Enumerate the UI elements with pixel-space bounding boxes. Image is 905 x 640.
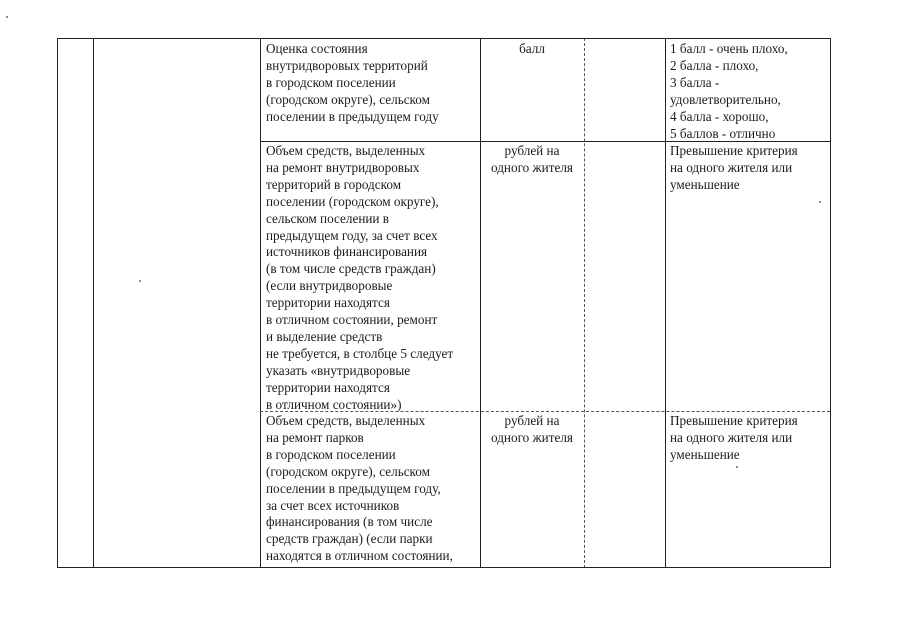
text-line: Объем средств, выделенных bbox=[266, 143, 426, 158]
text-line: Оценка состояния bbox=[266, 41, 368, 56]
text-line: на ремонт парков bbox=[266, 429, 364, 445]
text-line: рублей на bbox=[504, 143, 560, 158]
text-line: поселении в предыдущем году bbox=[266, 108, 439, 124]
text-line: (городском округе), сельском bbox=[266, 91, 430, 107]
text-line: (если внутридворовые bbox=[266, 278, 393, 294]
text-line: внутридворовых территорий bbox=[266, 57, 428, 73]
text-line: одного жителя bbox=[491, 429, 573, 445]
text-line: находятся в отличном состоянии, bbox=[266, 548, 453, 564]
row3-note bbox=[670, 413, 798, 464]
text-line: на одного жителя или bbox=[670, 159, 793, 175]
text-line: 1 балл - очень плохо, bbox=[670, 41, 788, 56]
row3-unit bbox=[480, 413, 584, 447]
text-line: Превышение критерия bbox=[670, 143, 798, 158]
text-line: территории находятся bbox=[266, 379, 390, 395]
text-line: Объем средств, выделенных bbox=[266, 413, 426, 428]
text-line: территории находятся bbox=[266, 295, 390, 311]
text-line: 2 балла - плохо, bbox=[670, 57, 759, 73]
text-line: одного жителя bbox=[491, 159, 573, 175]
text-line: на одного жителя или bbox=[670, 429, 793, 445]
text-line: в отличном состоянии, ремонт bbox=[266, 312, 438, 328]
text-line: Превышение критерия bbox=[670, 413, 798, 428]
row1-indicator bbox=[266, 41, 439, 126]
text-line: не требуется, в столбце 5 следует bbox=[266, 345, 454, 361]
scan-speck bbox=[139, 280, 141, 282]
text-line: уменьшение bbox=[670, 446, 740, 462]
table-border-left bbox=[57, 38, 58, 568]
text-line: и выделение средств bbox=[266, 328, 383, 344]
text-line: предыдущем году, за счет всех bbox=[266, 227, 438, 243]
text-line: средств граждан) (если парки bbox=[266, 531, 433, 547]
scan-speck bbox=[736, 466, 738, 468]
text-line: балл bbox=[519, 41, 545, 56]
text-line: (в том числе средств граждан) bbox=[266, 261, 436, 277]
row3-indicator bbox=[266, 413, 453, 565]
row2-indicator bbox=[266, 143, 453, 414]
text-line: рублей на bbox=[504, 413, 560, 428]
text-line: территорий в городском bbox=[266, 176, 402, 192]
text-line: финансирования (в том числе bbox=[266, 514, 433, 530]
scan-speck bbox=[6, 16, 8, 18]
text-line: указать «внутридворовые bbox=[266, 362, 411, 378]
text-line: в городском поселении bbox=[266, 446, 396, 462]
text-line: 3 балла - bbox=[670, 74, 720, 90]
text-line: (городском округе), сельском bbox=[266, 463, 430, 479]
table-column-divider-2 bbox=[260, 38, 261, 568]
text-line: на ремонт внутридворовых bbox=[266, 159, 420, 175]
row2-note bbox=[670, 143, 798, 194]
row2-unit bbox=[480, 143, 584, 177]
table-column-divider-1 bbox=[93, 38, 94, 568]
text-line: удовлетворительно, bbox=[670, 91, 781, 107]
text-line: поселении (городском округе), bbox=[266, 193, 439, 209]
table-border-right bbox=[830, 38, 831, 568]
text-line: за счет всех источников bbox=[266, 497, 400, 513]
text-line: уменьшение bbox=[670, 176, 740, 192]
text-line: сельском поселении в bbox=[266, 210, 390, 226]
text-line: источников финансирования bbox=[266, 244, 428, 260]
text-line: поселении в предыдущем году, bbox=[266, 480, 441, 496]
text-line: в городском поселении bbox=[266, 74, 396, 90]
text-line: 5 баллов - отлично bbox=[670, 125, 776, 141]
row1-note bbox=[670, 41, 788, 142]
scan-speck bbox=[819, 201, 821, 203]
text-line: в отличном состоянии») bbox=[266, 396, 402, 412]
table-column-divider-3 bbox=[480, 38, 481, 568]
table-border-top bbox=[57, 38, 830, 39]
table-column-divider-4 bbox=[584, 38, 585, 568]
table-column-divider-5 bbox=[665, 38, 666, 568]
row1-unit bbox=[480, 41, 584, 58]
text-line: 4 балла - хорошо, bbox=[670, 108, 769, 124]
table-border-bottom bbox=[57, 567, 830, 568]
